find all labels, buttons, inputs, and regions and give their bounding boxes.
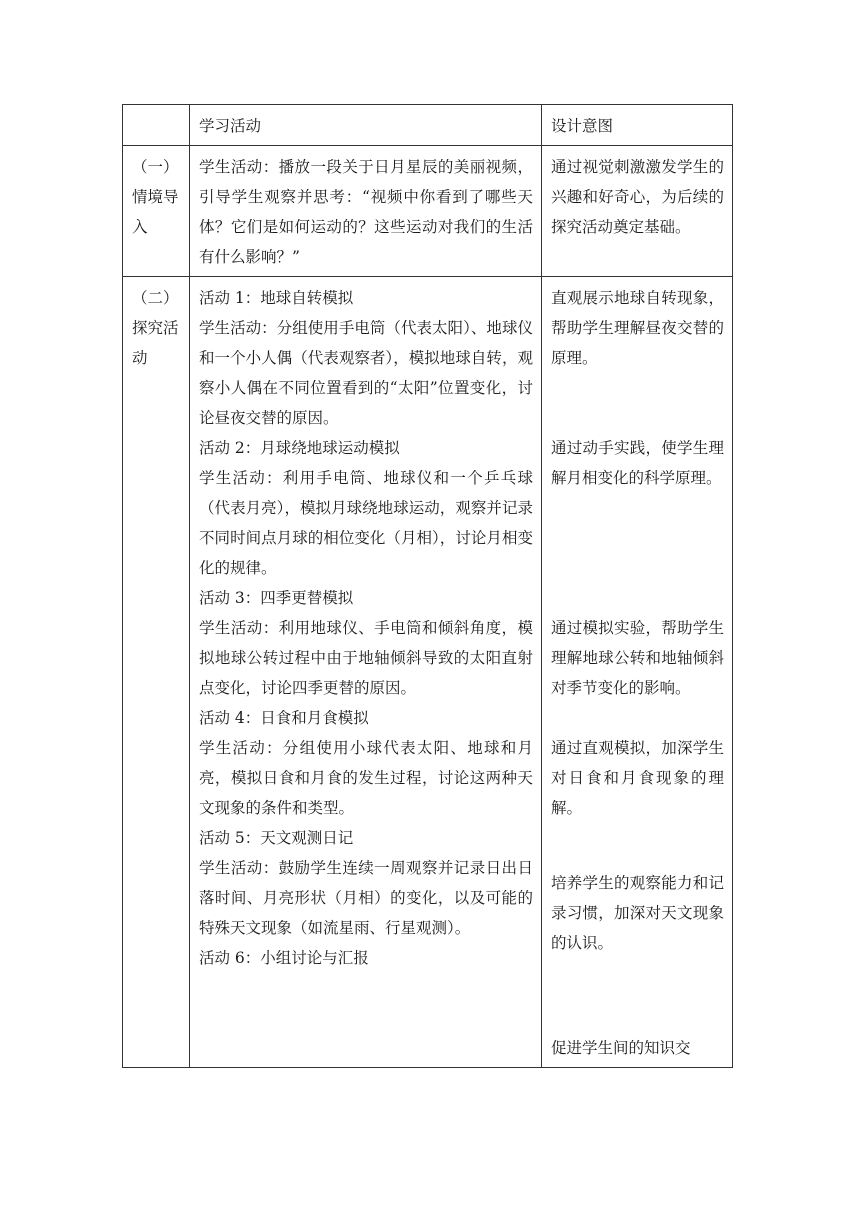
- intent-text: 直观展示地球自转现象，帮助学生理解昼夜交替的原理。: [551, 289, 724, 367]
- intent-text: 通过动手实践，使学生理解月相变化的科学原理。: [551, 439, 724, 487]
- activity-title: 活动 3：四季更替模拟: [199, 589, 354, 607]
- intent-cell: [542, 146, 733, 277]
- activity-cell: [190, 277, 542, 1068]
- header-stage-cell: [123, 105, 190, 146]
- activity-text: 学生活动：分组使用小球代表太阳、地球和月亮，模拟日食和月食的发生过程，讨论这两种天文现象的条件和类型。: [199, 739, 533, 817]
- table-row-intro: [123, 146, 733, 277]
- header-activity-cell: 学习活动: [190, 105, 542, 146]
- stage-cell: （二）探究活动: [123, 277, 190, 1068]
- intent-text: 培养学生的观察能力和记录习惯，加深对天文现象的认识。: [551, 874, 724, 952]
- table-row-explore: [123, 277, 733, 1068]
- activity-text: 学生活动：鼓励学生连续一周观察并记录日出日落时间、月亮形状（月相）的变化，以及可能的特殊天文现象（如流星雨、行星观测）。: [199, 859, 533, 937]
- activity-title: 活动 2：月球绕地球运动模拟: [199, 439, 400, 457]
- activity-title: 活动 1：地球自转模拟: [199, 289, 354, 307]
- activity-text: 学生活动：播放一段关于日月星辰的美丽视频，引导学生观察并思考：“视频中你看到了哪些天体？它们是如何运动的？这些运动对我们的生活有什么影响？”: [199, 158, 533, 266]
- activity-cell: [190, 146, 542, 277]
- intent-text: 通过视觉刺激激发学生的兴趣和好奇心，为后续的探究活动奠定基础。: [551, 158, 724, 236]
- activity-text: 学生活动：利用手电筒、地球仪和一个乒乓球（代表月亮），模拟月球绕地球运动，观察并记录不同时间点月球的相位变化（月相），讨论月相变化的规律。: [199, 469, 533, 577]
- stage-cell: （一）情境导入: [123, 146, 190, 277]
- activity-text: 学生活动：利用地球仪、手电筒和倾斜角度，模拟地球公转过程中由于地轴倾斜导致的太阳直射点变化，讨论四季更替的原因。: [199, 619, 533, 697]
- intent-text: 通过直观模拟，加深学生对日食和月食现象的理解。: [551, 739, 724, 817]
- intent-cell: [542, 277, 733, 1068]
- intent-text: 促进学生间的知识交: [551, 1039, 691, 1057]
- activity-title: 活动 6：小组讨论与汇报: [199, 949, 369, 967]
- table-header-row: [123, 105, 733, 146]
- activity-title: 活动 5：天文观测日记: [199, 829, 354, 847]
- header-intent-cell: 设计意图: [542, 105, 733, 146]
- activity-text: 学生活动：分组使用手电筒（代表太阳）、地球仪和一个小人偶（代表观察者），模拟地球自转，观察小人偶在不同位置看到的“太阳”位置变化，讨论昼夜交替的原因。: [199, 319, 533, 427]
- intent-text: 通过模拟实验，帮助学生理解地球公转和地轴倾斜对季节变化的影响。: [551, 619, 724, 697]
- activity-title: 活动 4：日食和月食模拟: [199, 709, 369, 727]
- lesson-plan-table: [122, 104, 733, 1068]
